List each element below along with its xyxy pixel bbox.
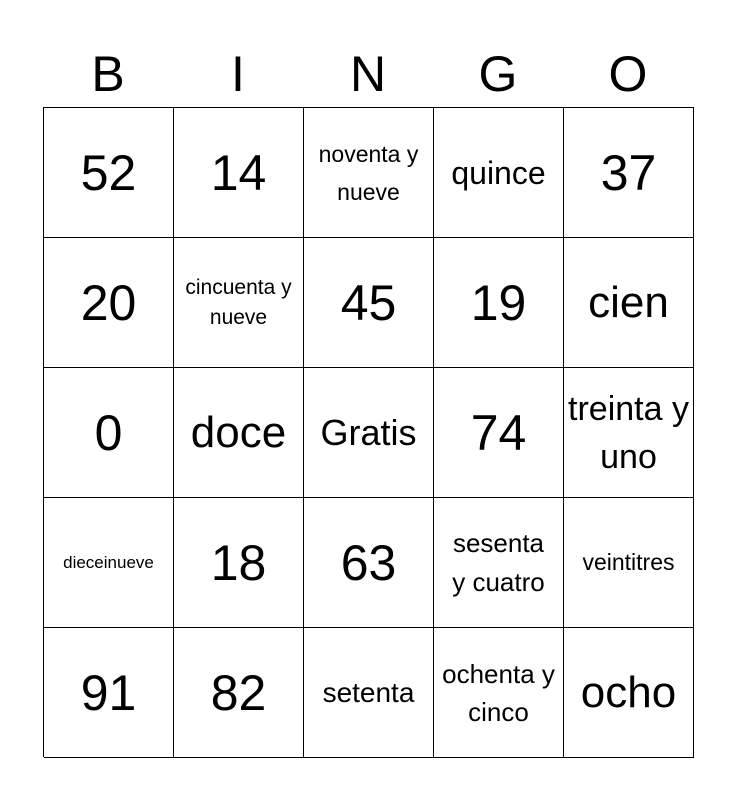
cell-label: cien [588, 277, 669, 327]
cell-label: 37 [600, 144, 657, 201]
cell-label: doce [190, 407, 287, 457]
bingo-cell[interactable] [434, 368, 564, 498]
cell-label: 74 [470, 404, 527, 461]
bingo-cell[interactable] [174, 368, 304, 498]
bingo-cell[interactable] [174, 238, 304, 368]
bingo-cell[interactable] [564, 628, 694, 758]
header-letter-g: G [478, 46, 518, 102]
header-letter-n: N [349, 46, 387, 102]
cell-label: Gratis [320, 411, 417, 453]
cell-label: 45 [340, 274, 397, 331]
bingo-cell[interactable] [434, 628, 564, 758]
cell-label: 18 [210, 534, 267, 591]
cell-label: 91 [80, 664, 137, 721]
bingo-cell[interactable] [304, 238, 434, 368]
cell-label: ocho [580, 667, 677, 717]
cell-label: 52 [80, 144, 137, 201]
bingo-cell[interactable] [564, 108, 694, 238]
cell-label: ochenta y cinco [442, 658, 555, 727]
cell-label: 14 [210, 144, 267, 201]
cell-label: 20 [80, 274, 137, 331]
header-letter-b: B [91, 46, 125, 102]
cell-label: 63 [340, 534, 397, 591]
cell-label: sesenta y cuatro [452, 527, 545, 597]
bingo-cell[interactable] [174, 108, 304, 238]
bingo-cell[interactable] [304, 628, 434, 758]
bingo-cell[interactable] [304, 368, 434, 498]
bingo-cell[interactable] [434, 498, 564, 628]
bingo-cell[interactable] [174, 628, 304, 758]
bingo-cell[interactable] [44, 628, 174, 758]
bingo-cell[interactable] [44, 108, 174, 238]
cell-label: noventa y nueve [318, 140, 419, 205]
bingo-cell[interactable] [564, 498, 694, 628]
bingo-cell[interactable] [434, 238, 564, 368]
bingo-cell[interactable] [44, 498, 174, 628]
header-letter-o: O [608, 46, 648, 102]
cell-label: veintitres [582, 549, 675, 575]
cell-label: cincuenta y nueve [185, 275, 292, 329]
bingo-cell[interactable] [304, 498, 434, 628]
bingo-cell[interactable] [304, 108, 434, 238]
cell-label: dieceinueve [63, 552, 154, 572]
cell-label: 0 [94, 404, 123, 461]
bingo-cell[interactable] [44, 368, 174, 498]
cell-label: treinta y uno [568, 389, 689, 476]
bingo-cell[interactable] [174, 498, 304, 628]
bingo-cell[interactable] [564, 238, 694, 368]
cell-label: setenta [322, 676, 415, 708]
bingo-cell[interactable] [44, 238, 174, 368]
bingo-cell[interactable] [564, 368, 694, 498]
bingo-header [43, 40, 693, 108]
bingo-grid [43, 107, 694, 757]
cell-label: quince [451, 154, 546, 191]
cell-label: 82 [210, 664, 267, 721]
cell-label: 19 [470, 274, 527, 331]
bingo-cell[interactable] [434, 108, 564, 238]
header-letter-i: I [231, 46, 245, 102]
